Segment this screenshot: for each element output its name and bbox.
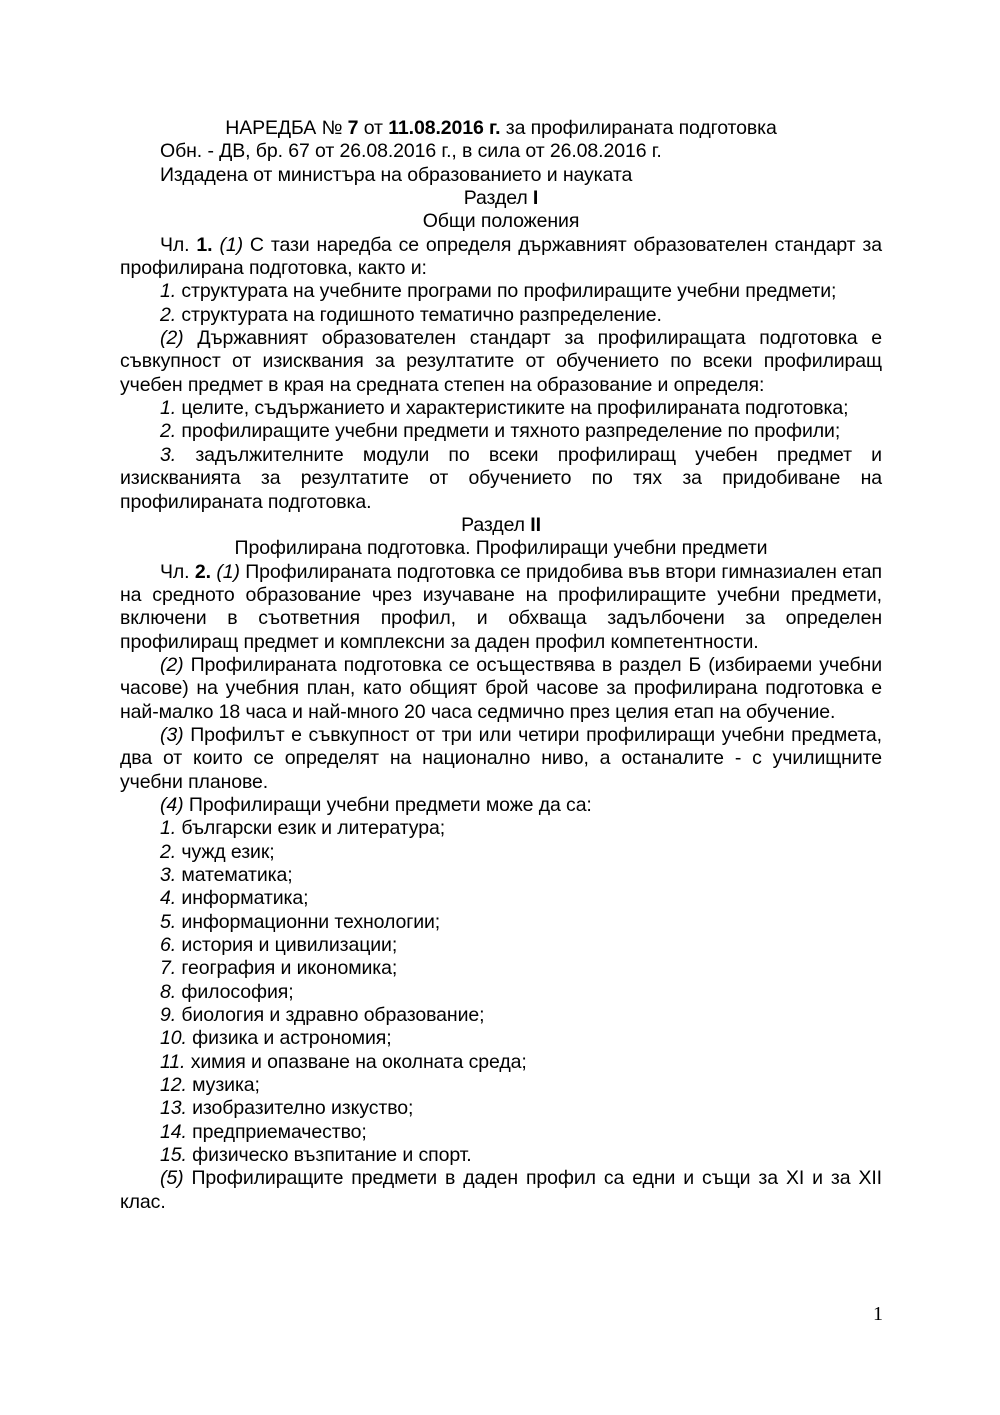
- paragraph-1-num: (1): [219, 233, 243, 256]
- article-1-paragraph-1: [120, 234, 882, 281]
- section-2-heading: [120, 514, 882, 537]
- doc-title: [120, 117, 882, 140]
- subject-item-1: [120, 817, 882, 840]
- subject-item-9: [120, 1004, 882, 1027]
- item-num: 3.: [160, 864, 177, 886]
- subject-item-7: [120, 957, 882, 980]
- item-text: информатика;: [181, 887, 309, 910]
- paragraph-2-text: Държавният образователен стандарт за профилиращата подготовка е съвкупност от изисквания за резултатите от обучението по всеки профилиращ учебен предмет в края на средната степен на образование и определя:: [120, 327, 882, 396]
- subject-item-15: [120, 1144, 882, 1167]
- paragraph-3-text: Профилът е съвкупност от три или четири профилиращи учебни предмета, два от които се определят на национално ниво, а останалите - с училищните учебни планове.: [120, 723, 882, 793]
- paragraph-3-num: (3): [160, 723, 184, 746]
- item-num: 15.: [160, 1144, 187, 1167]
- item-num: 14.: [160, 1120, 187, 1143]
- item-text: задължителните модули по всеки профилиращ учебен предмет и изискванията за резултатите от обучението по тях за придобиване на профилираната подготовка.: [120, 443, 882, 513]
- paragraph-2-num: (2): [160, 327, 184, 350]
- item-text: история и цивилизации;: [181, 934, 398, 957]
- item-num: 5.: [160, 910, 177, 933]
- publication-line: Обн. - ДВ, бр. 67 от 26.08.2016 г., в сила от 26.08.2016 г.: [160, 140, 662, 163]
- article-1-label: Чл.: [160, 233, 197, 256]
- subject-item-3: [120, 864, 882, 887]
- paragraph-2-num: (2): [160, 653, 184, 676]
- subject-item-12: [120, 1074, 882, 1097]
- subject-item-2: [120, 841, 882, 864]
- item-text: философия;: [181, 980, 294, 1003]
- subject-item-13: [120, 1097, 882, 1120]
- item-text: структурата на учебните програми по профилиращите учебни предмети;: [181, 280, 837, 303]
- article-1-par1-item-1: [120, 280, 882, 303]
- section-1-numeral: I: [532, 187, 539, 210]
- subject-item-4: [120, 887, 882, 910]
- item-text: информационни технологии;: [181, 910, 441, 933]
- item-num: 8.: [160, 980, 177, 1003]
- item-num: 4.: [160, 887, 177, 910]
- paragraph-1-text: Профилираната подготовка се придобива във втори гимназиален етап на средното образование чрез изучаване на профилиращите учебни предмети, включени в съответния профил, и обхваща задълбочени за определен профилиращ предмет и комплексни за даден профил компетентности.: [120, 560, 883, 653]
- item-text: български език и литература;: [181, 817, 446, 840]
- paragraph-5-text: Профилиращите предмети в даден профил са едни и същи за XI и за XII клас.: [120, 1167, 882, 1213]
- paragraph-5-num: (5): [160, 1167, 184, 1190]
- item-text: музика;: [192, 1074, 260, 1097]
- article-1-par2-item-1: [120, 397, 882, 420]
- subject-item-6: [120, 934, 882, 957]
- doc-title-mid: от: [358, 117, 389, 139]
- paragraph-2-text: Профилираната подготовка се осъществява в раздел Б (избираеми учебни часове) на учебния план, като общият брой часове за профилирана подготовка е най-малко 18 часа и най-много 20 часа седмично през целия етап на обучение.: [120, 653, 882, 723]
- subject-item-8: [120, 981, 882, 1004]
- subject-item-5: [120, 911, 882, 934]
- article-1-par2-item-3: [120, 444, 882, 514]
- page-number: 1: [873, 1303, 883, 1325]
- item-num: 2.: [160, 420, 177, 443]
- item-text: изобразително изкуство;: [192, 1097, 414, 1120]
- subject-item-10: [120, 1027, 882, 1050]
- issued-line: Издадена от министъра на образованието и науката: [160, 163, 633, 186]
- section-2-label: Раздел: [461, 513, 531, 536]
- item-num: 9.: [160, 1004, 177, 1027]
- item-num: 2.: [160, 840, 177, 863]
- article-2-paragraph-4: [120, 794, 882, 817]
- article-2-paragraph-2: [120, 654, 882, 724]
- article-2-paragraph-1: [120, 561, 882, 654]
- article-2-label: Чл.: [160, 560, 195, 583]
- item-num: 3.: [160, 443, 177, 466]
- paragraph-1-num: (1): [216, 560, 240, 583]
- item-num: 10.: [160, 1027, 187, 1050]
- item-num: 1.: [160, 397, 177, 420]
- article-1-number: 1.: [196, 233, 213, 256]
- doc-title-date: 11.08.2016 г.: [388, 117, 501, 139]
- item-num: 2.: [160, 303, 177, 326]
- item-text: профилиращите учебни предмети и тяхното разпределение по профили;: [181, 420, 841, 443]
- doc-title-post: за профилираната подготовка: [500, 117, 777, 139]
- section-1-label: Раздел: [463, 187, 533, 210]
- article-2-number: 2.: [194, 560, 211, 583]
- item-num: 13.: [160, 1097, 187, 1120]
- article-1-par1-item-2: [120, 304, 882, 327]
- item-text: физическо възпитание и спорт.: [192, 1144, 472, 1167]
- item-text: структурата на годишното тематично разпределение.: [181, 303, 662, 326]
- paragraph-1-text: С тази наредба се определя държавният образователен стандарт за профилирана подготовка, както и:: [120, 233, 883, 280]
- item-text: биология и здравно образование;: [181, 1004, 485, 1027]
- article-2-paragraph-3: [120, 724, 882, 794]
- item-text: целите, съдържанието и характеристиките на профилираната подготовка;: [181, 397, 849, 420]
- document-content: [120, 117, 882, 1214]
- section-2-numeral: II: [530, 513, 541, 536]
- paragraph-4-text: Профилиращи учебни предмети може да са:: [188, 793, 592, 816]
- item-text: физика и астрономия;: [192, 1027, 392, 1050]
- paragraph-4-num: (4): [160, 793, 184, 816]
- article-1-par2-item-2: [120, 420, 882, 443]
- doc-title-number: 7: [347, 117, 359, 139]
- item-num: 6.: [160, 934, 177, 957]
- item-text: химия и опазване на околната среда;: [190, 1050, 527, 1073]
- subject-item-11: [120, 1051, 882, 1074]
- section-1-heading: [120, 187, 882, 210]
- item-text: математика;: [181, 864, 293, 886]
- item-num: 1.: [160, 817, 177, 840]
- item-num: 11.: [160, 1050, 186, 1073]
- doc-title-pre: НАРЕДБА №: [225, 117, 348, 139]
- item-num: 1.: [160, 280, 177, 303]
- subject-item-14: [120, 1121, 882, 1144]
- item-text: чужд език;: [181, 840, 275, 863]
- item-num: 12.: [160, 1074, 187, 1097]
- item-text: предприемачество;: [192, 1120, 367, 1143]
- article-2-paragraph-5: [120, 1167, 882, 1214]
- article-1-paragraph-2: [120, 327, 882, 397]
- item-num: 7.: [160, 957, 177, 980]
- item-text: география и икономика;: [181, 957, 398, 980]
- section-1-title: Общи положения: [422, 210, 580, 233]
- section-2-title: Профилирана подготовка. Профилиращи учебни предмети: [234, 537, 768, 560]
